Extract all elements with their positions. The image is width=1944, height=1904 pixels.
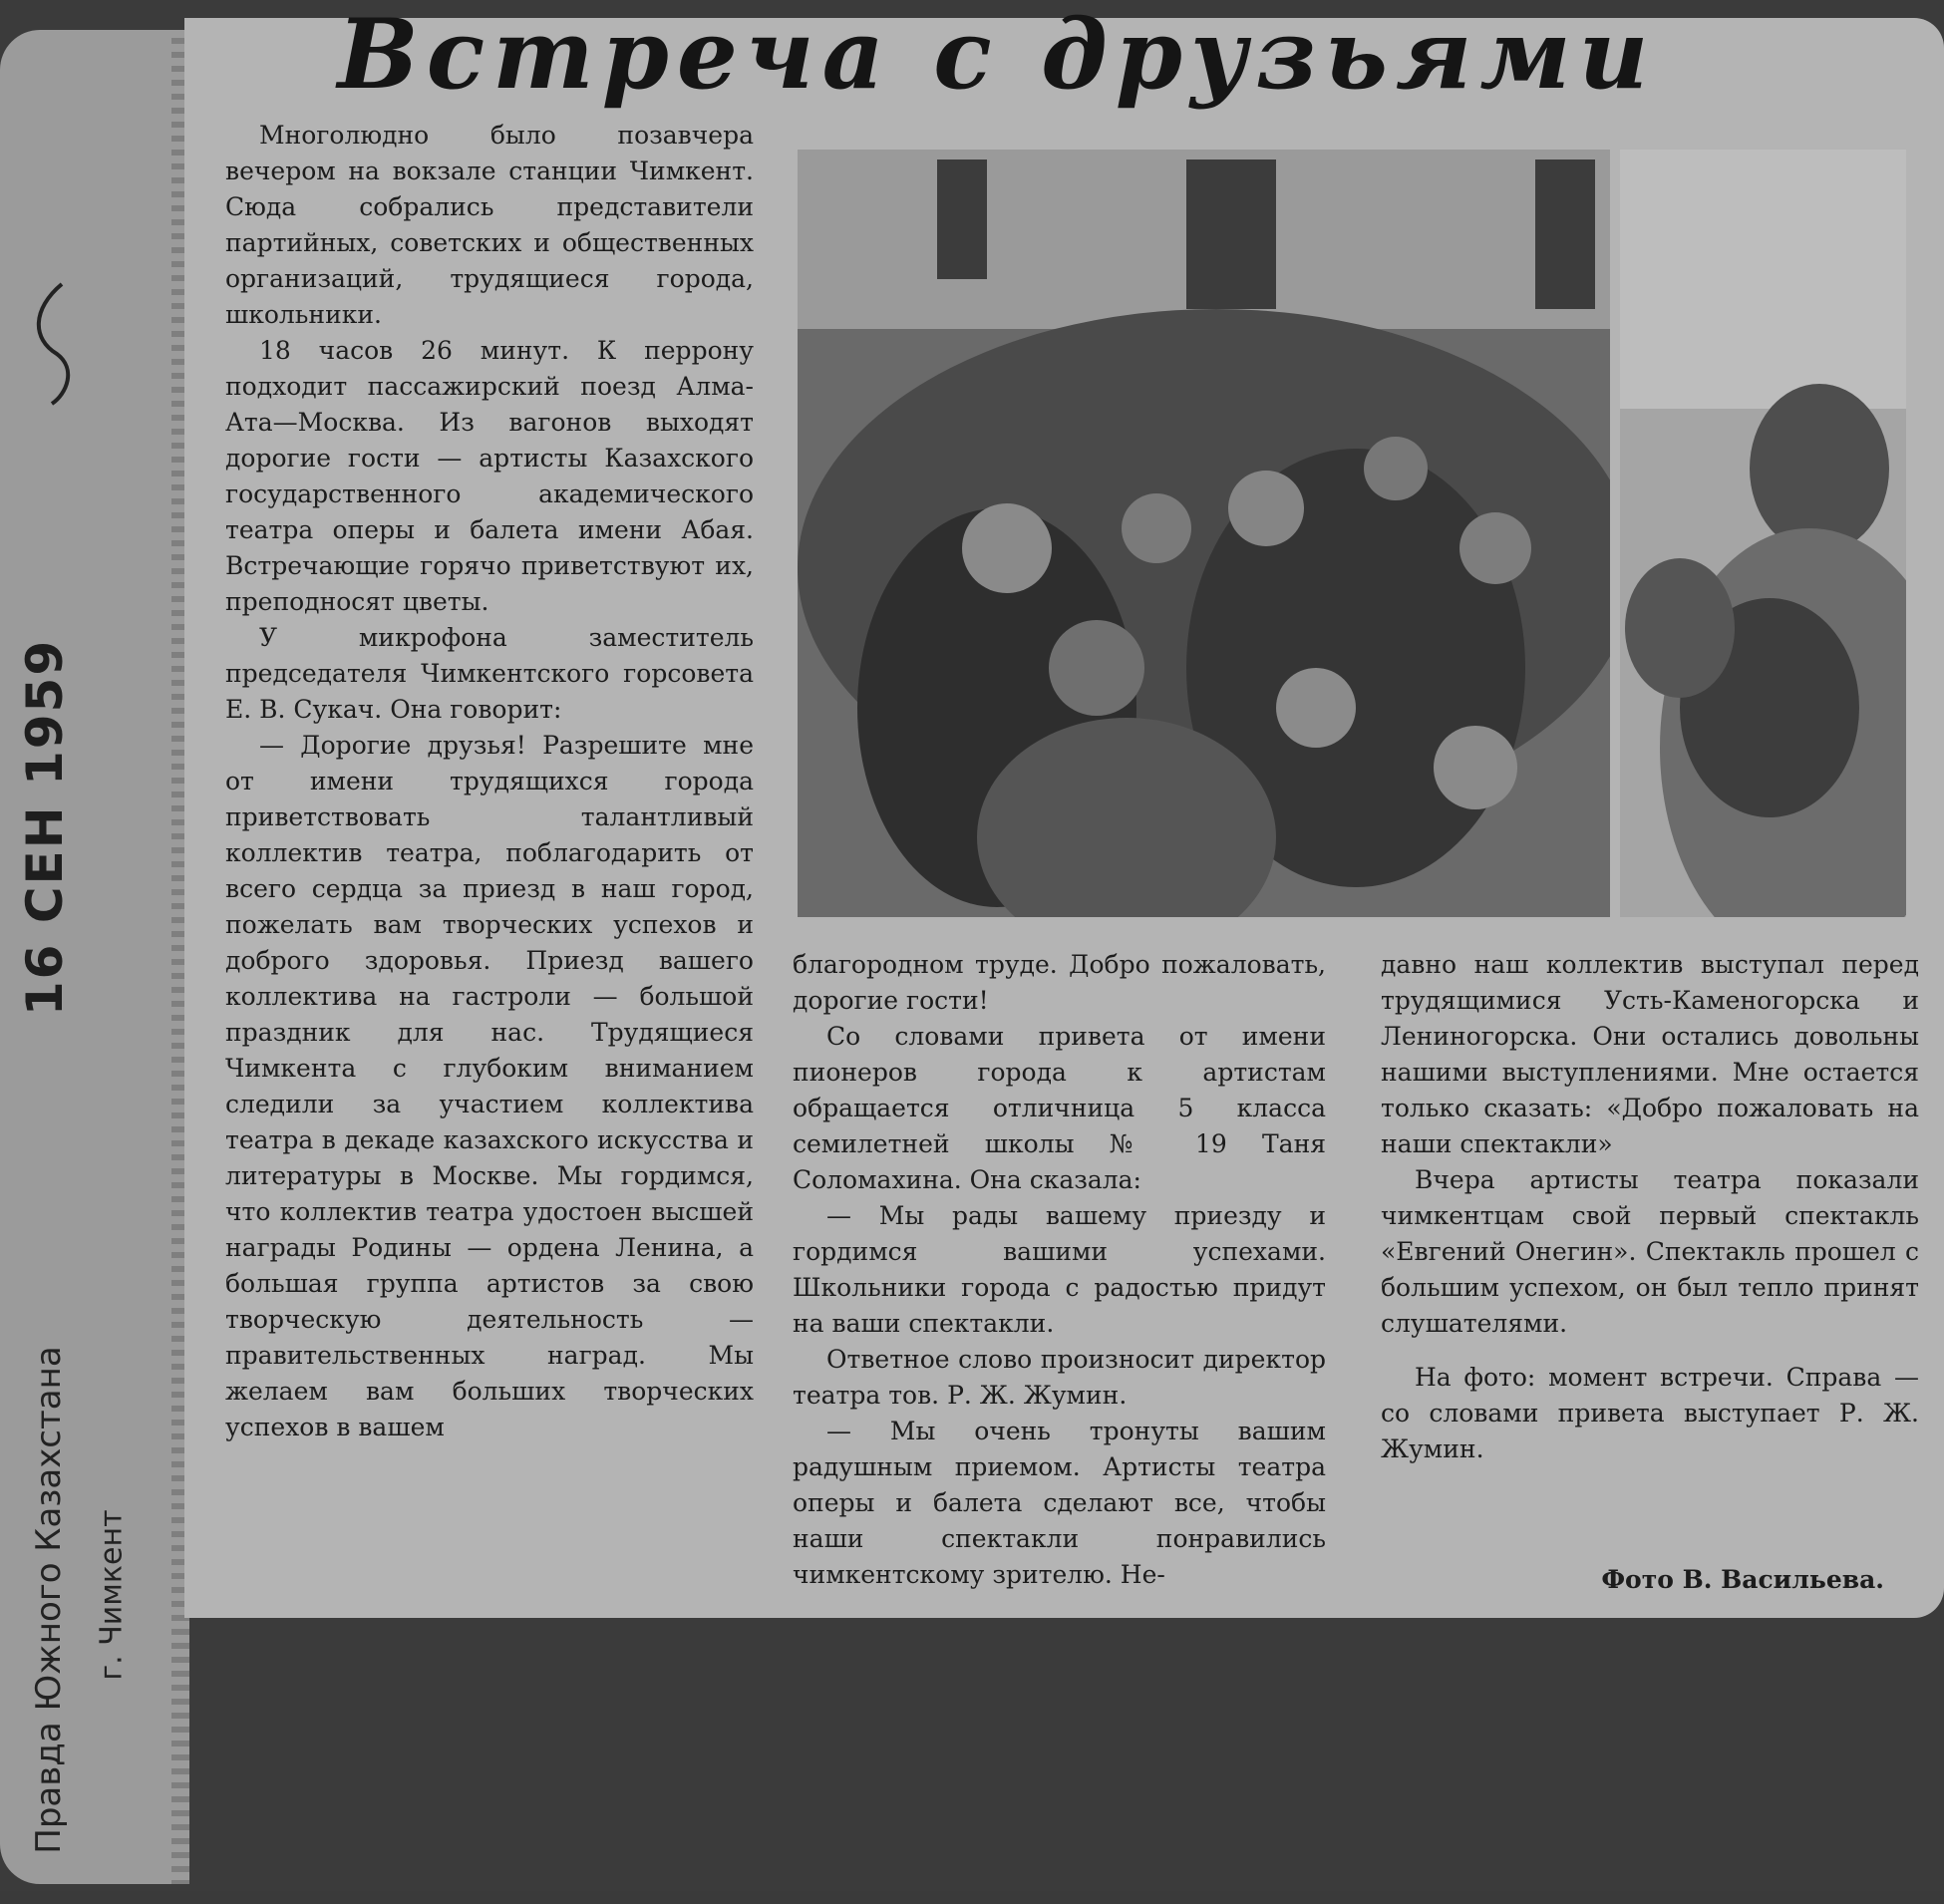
- handwritten-mark-icon: [22, 279, 82, 409]
- city-stamp: [82, 1465, 142, 1725]
- article-column-1: [225, 118, 754, 1445]
- portrait-photo: [1620, 150, 1906, 917]
- date-stamp-text: 16 СЕН 1959: [16, 638, 74, 1017]
- paragraph: Ответное слово произносит директор театра тов. Р. Ж. Жумин.: [793, 1345, 1326, 1410]
- crowd-photo-image: [798, 150, 1610, 917]
- paragraph: — Дорогие друзья! Разрешите мне от имени трудящихся города приветствовать талантливый коллектив театра, поблагодарить от всего сердца за приезд в наш город, пожелать вам творческих успехов и доброго здоровья. Приезд вашего коллектива на гастроли — большой праздник для нас. Трудящиеся Чимкента с глубоким вниманием следили за участием коллектива театра в декаде казахского искусства и литературы в Москве. Мы гордимся, что коллектив театра удостоен высшей награды Родины — ордена Ленина, а большая группа артистов за свою творческую деятельность — правительственных наград. Мы желаем вам больших творческих успехов в вашем: [225, 731, 754, 1441]
- paragraph: Вчера артисты театра показали чимкентцам свой первый спектакль «Евгений Онегин». Спектакль прошел с большим успехом, он был тепло принят слушателями.: [1381, 1165, 1919, 1338]
- paragraph: Многолюдно было позавчера вечером на вокзале станции Чимкент. Сюда собрались представители партийных, советских и общественных организаций, трудящиеся города, школьники.: [225, 121, 754, 329]
- date-stamp: [0, 638, 90, 1017]
- paragraph: Со словами привета от имени пионеров города к артистам обращается отличница 5 класса семилетней школы № 19 Таня Соломахина. Она сказала:: [793, 1022, 1326, 1194]
- paragraph: благородном труде. Добро пожаловать, дорогие гости!: [793, 950, 1326, 1015]
- newspaper-name: Правда Южного Казахстана: [29, 1346, 69, 1854]
- portrait-photo-image: [1620, 150, 1906, 917]
- article-headline: Встреча с друзьями: [337, 0, 1657, 111]
- paragraph: У микрофона заместитель председателя Чимкентского горсовета Е. В. Сукач. Она говорит:: [225, 623, 754, 724]
- article-column-2: [793, 947, 1326, 1593]
- photo-caption: На фото: момент встречи. Справа — со словами привета выступает Р. Ж. Жумин.: [1381, 1363, 1919, 1463]
- newspaper-stamp: [14, 1296, 84, 1904]
- city-name: г. Чимкент: [94, 1509, 130, 1681]
- photo-credit: Фото В. Васильева.: [1601, 1565, 1884, 1594]
- paragraph: — Мы очень тронуты вашим радушным приемом. Артисты театра оперы и балета сделают все, чтобы наши спектакли понравились чимкентскому зрителю. Не-: [793, 1417, 1326, 1589]
- paragraph: 18 часов 26 минут. К перрону подходит пассажирский поезд Алма-Ата—Москва. Из вагонов выходят дорогие гости — артисты Казахского государственного академического театра оперы и балета имени Абая. Встречающие горячо приветствуют их, преподносят цветы.: [225, 336, 754, 616]
- paragraph: — Мы рады вашему приезду и гордимся вашими успехами. Школьники города с радостью придут на ваши спектакли.: [793, 1201, 1326, 1338]
- paragraph: давно наш коллектив выступал перед трудящимися Усть-Каменогорска и Лениногорска. Они остались довольны нашими выступлениями. Мне остается только сказать: «Добро пожаловать на наши спектакли»: [1381, 950, 1919, 1158]
- crowd-photo: [798, 150, 1610, 917]
- article-column-3: [1381, 947, 1919, 1467]
- archive-label-strip: [0, 30, 189, 1884]
